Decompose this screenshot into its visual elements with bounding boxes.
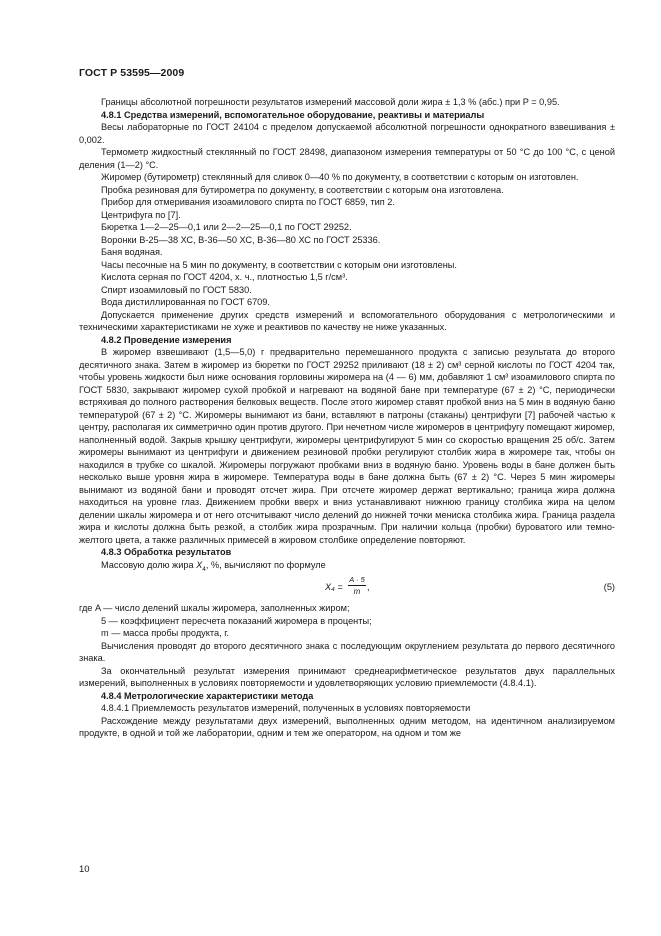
section-heading: 4.8.4 Метрологические характеристики метода — [101, 690, 314, 701]
paragraph: Воронки В-25—38 ХС, В-36—50 ХС, В-36—80 ХС по ГОСТ 25336. — [101, 234, 381, 245]
subscript: 4 — [202, 565, 206, 573]
paragraph: Пробка резиновая для бутирометра по документу, в соответствии с которым она изготовлена. — [101, 184, 504, 195]
paragraph: Спирт изоамиловый по ГОСТ 5830. — [101, 284, 252, 295]
paragraph: Термометр жидкостный стеклянный по ГОСТ 28498, диапазоном измерения температуры от 50 °С до 100 °С, с ценой деления (1—2) °С. — [79, 147, 615, 170]
section-heading: 4.8.2 Проведение измерения — [101, 334, 232, 345]
paragraph: Вода дистиллированная по ГОСТ 6709. — [101, 297, 270, 307]
document-body — [79, 96, 615, 740]
formula — [79, 574, 615, 600]
formula-numerator: A · 5 — [349, 575, 365, 584]
paragraph: Часы песочные на 5 мин по документу, в соответствии с которым они изготовлены. — [101, 259, 457, 270]
definition-line: где A — число делений шкалы жиромера, заполненных жиром; — [79, 603, 350, 613]
formula-number: (5) — [603, 582, 615, 592]
paragraph: За окончательный результат измерения принимают среднеарифметическое результатов двух параллельных измерений, выполненных в условиях повторяемости и удовлетворяющих условию приемлемости (4.8.4.1). — [79, 665, 615, 688]
section-heading: 4.8.3 Обработка результатов — [101, 547, 232, 557]
paragraph: Баня водяная. — [101, 247, 163, 257]
section-heading: 4.8.1 Средства измерений, вспомогательное оборудование, реактивы и материалы — [101, 109, 485, 120]
paragraph: Прибор для отмеривания изоамилового спирта по ГОСТ 6859, тип 2. — [101, 197, 395, 207]
formula-fraction — [348, 574, 366, 597]
variable: X — [196, 559, 203, 570]
text-fragment: , %, вычисляют по формуле — [205, 559, 326, 570]
formula-denominator: m — [353, 587, 361, 596]
paragraph: Центрифуга по [7]. — [101, 209, 181, 220]
paragraph: Границы абсолютной погрешности результатов измерений массовой доли жира ± 1,3 % (абс.) при P = 0,95. — [101, 97, 560, 107]
paragraph: Жиромер (бутирометр) стеклянный для сливок 0—40 % по документу, в соответствии с которым он изготовлен. — [101, 172, 579, 182]
page-header: ГОСТ Р 53595—2009 — [79, 67, 185, 79]
formula-lhs: X₄ = — [325, 582, 343, 592]
paragraph: 4.8.4.1 Приемлемость результатов измерений, полученных в условиях повторяемости — [101, 703, 471, 713]
formula-comma: , — [367, 582, 370, 592]
paragraph — [79, 559, 615, 572]
paragraph: Бюретка 1—2—25—0,1 или 2—2—25—0,1 по ГОСТ 29252. — [101, 222, 352, 232]
paragraph: Расхождение между результатами двух измерений, выполненных одним методом, на идентичном анализируемом продукте, в одной и той же лаборатории, одним и тем же оператором, на одном и том же — [79, 715, 615, 738]
paragraph: Вычисления проводят до второго десятичного знака с последующим округлением результата до первого десятичного знака. — [79, 640, 615, 663]
definition-line: 5 — коэффициент пересчета показаний жиромера в проценты; — [101, 615, 372, 626]
page-number: 10 — [79, 864, 90, 875]
paragraph: Весы лабораторные по ГОСТ 24104 с пределом допускаемой абсолютной погрешности однократного взвешивания ± 0,002. — [79, 122, 615, 145]
definition-line: m — масса пробы продукта, г. — [101, 628, 230, 638]
paragraph: Кислота серная по ГОСТ 4204, х. ч., плотностью 1,5 г/см³. — [101, 272, 348, 282]
text-fragment: Массовую долю жира — [101, 559, 197, 570]
paragraph: В жиромер взвешивают (1,5—5,0) г предварительно перемешанного продукта с записью результата до второго десятичного знака. Затем в жиромер из бюретки по ГОСТ 29252 приливают (18 ± 2) см³ серной кислоты по ГОСТ 4204 так, чтобы уровень жидкости был ниже основания горловины жиромера на (4 — 6) мм, добавляют 1 см³ изоамилового спирта по ГОСТ 5830, закрывают жиромер сухой пробкой и нагревают на водяной бане при температуре (67 ± 2) °С, периодически встряхивая до полного растворения белковых веществ. После этого жиромер ставят пробкой вниз на 5 мин в водяную баню температурой (67 ± 2) °С. Жиромеры вынимают из бани, вставляют в патроны (стаканы) центрифуги [7] рабочей частью к центру, располагая их симметрично один против другого. При нечетном числе жиромеров в центрифугу помещают жиромер, наполненный водой. Закрыв крышку центрифуги, жиромеры центрифугируют 5 мин со скоростью вращения 25 об/с. Затем жиромеры вынимают из центрифуги и движением резиновой пробки регулируют столбик жира в жиромере так, чтобы он находился в трубке со шкалой. Жиромеры погружают пробками вниз в водяную баню. Уровень воды в бане должен быть несколько выше уровня жира в жиромере. Температура воды в бане должна быть (67 ± 2) °С. Через 5 мин жиромеры вынимают из водяной бани и проводят отсчет жира. При отсчете жиромер держат вертикально; граница жира должна находиться на уровне глаз. Движением пробки вверх и вниз устанавливают нижнюю границу столбика жира на целом делении шкалы жиромера и от него отсчитывают число делений до нижней точки мениска столбика жира. Граница раздела жира и кислоты должна быть резкой, а столбик жира прозрачным. При наличии кольца (пробки) буроватого или темно-желтого цвета, а также различных примесей в жировом столбике определение повторяют. — [79, 347, 615, 545]
paragraph: Допускается применение других средств измерений и вспомогательного оборудования с метрологическими и техническими характеристиками не хуже и реактивов по качеству не ниже указанных. — [79, 309, 615, 332]
